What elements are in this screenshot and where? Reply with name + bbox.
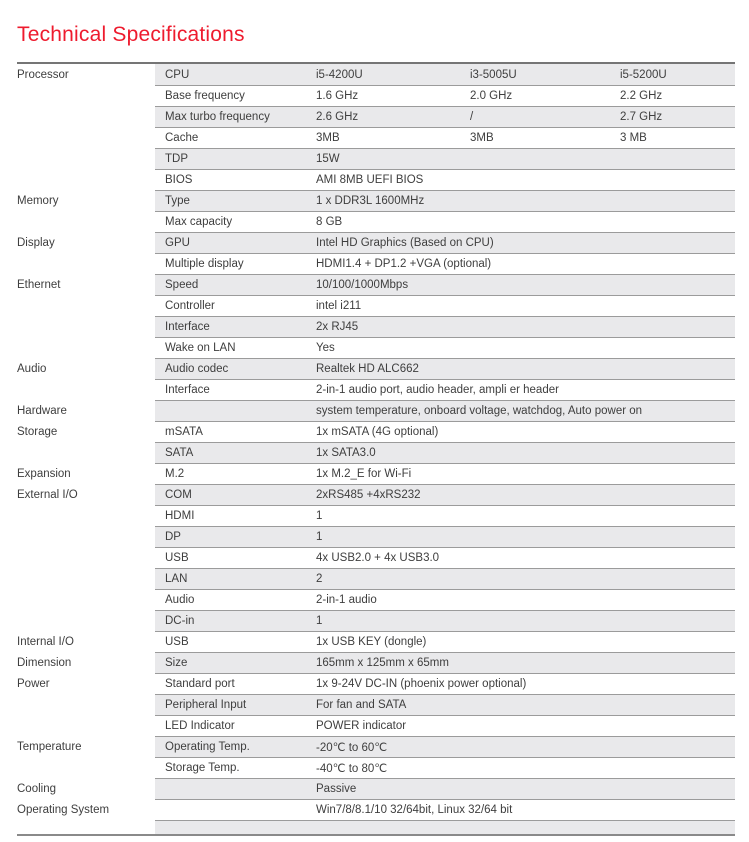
row-band (155, 316, 735, 337)
category-label: Dimension (17, 652, 155, 673)
table-row (17, 232, 735, 253)
value-cells (316, 464, 735, 484)
category-label: Hardware (17, 400, 155, 421)
category-label (17, 820, 155, 834)
value-cells (316, 275, 735, 295)
table-row (17, 148, 735, 169)
row-band (155, 400, 735, 421)
value-cells (316, 506, 735, 526)
row-band (155, 778, 735, 799)
value-cells (316, 527, 735, 547)
attribute-cell: Cache (165, 132, 199, 144)
row-band (155, 85, 735, 106)
attribute-cell: Type (165, 195, 190, 207)
table-row (17, 673, 735, 694)
value-cells (316, 590, 735, 610)
row-band (155, 673, 735, 694)
row-band (155, 757, 735, 778)
row-band (155, 64, 735, 85)
row-band (155, 421, 735, 442)
attribute-cell: DC-in (165, 615, 195, 627)
attribute-cell (155, 800, 316, 820)
row-band (155, 127, 735, 148)
row-band (155, 526, 735, 547)
category-label: Audio (17, 358, 155, 379)
value-cell: 1x SATA3.0 (316, 447, 376, 459)
table-row (17, 799, 735, 820)
value-cell: 1 x DDR3L 1600MHz (316, 195, 425, 207)
value-cells (316, 716, 735, 736)
category-label (17, 547, 155, 568)
table-row (17, 757, 735, 778)
value-cell: 10/100/1000Mbps (316, 279, 409, 291)
attribute-cell: CPU (165, 68, 190, 81)
attribute-cell: Peripheral Input (165, 699, 247, 711)
category-label: Storage (17, 421, 155, 442)
category-label: Temperature (17, 736, 155, 757)
value-cells (316, 212, 735, 232)
value-cell: For fan and SATA (316, 699, 407, 711)
value-cell: Realtek HD ALC662 (316, 363, 419, 375)
row-band (155, 694, 735, 715)
attribute-cell: BIOS (165, 174, 193, 186)
row-band (155, 463, 735, 484)
value-cells (316, 64, 735, 85)
table-row (17, 736, 735, 757)
category-label: Power (17, 673, 155, 694)
category-label (17, 610, 155, 631)
value-cells (316, 779, 735, 799)
attribute-cell: Wake on LAN (165, 342, 236, 354)
attribute-cell: Operating Temp. (165, 741, 250, 753)
category-label: Cooling (17, 778, 155, 799)
table-row (17, 85, 735, 106)
table-row (17, 64, 735, 85)
row-band (155, 799, 735, 820)
value-cells (316, 107, 735, 127)
attribute-cell: USB (165, 552, 189, 564)
row-band (155, 295, 735, 316)
category-label: Operating System (17, 799, 155, 820)
value-cell: Win7/8/8.1/10 32/64bit, Linux 32/64 bit (316, 804, 513, 816)
table-row (17, 778, 735, 799)
value-cell: 2xRS485 +4xRS232 (316, 489, 421, 501)
table-row (17, 484, 735, 505)
row-band (155, 547, 735, 568)
attribute-cell: COM (165, 489, 192, 501)
table-row (17, 337, 735, 358)
value-cell: 4x USB2.0 + 4x USB3.0 (316, 552, 440, 564)
category-label (17, 253, 155, 274)
value-cell: 2.2 GHz (620, 90, 663, 102)
value-cells (316, 569, 735, 589)
category-label: Memory (17, 190, 155, 211)
value-cells (316, 674, 735, 694)
table-row (17, 169, 735, 190)
attribute-cell: USB (165, 636, 189, 648)
attribute-cell: Speed (165, 279, 199, 291)
table-row (17, 400, 735, 421)
table-row (17, 358, 735, 379)
row-band (155, 337, 735, 358)
table-row (17, 253, 735, 274)
category-label (17, 295, 155, 316)
attribute-cell (155, 779, 316, 799)
value-cells (316, 191, 735, 211)
category-label (17, 169, 155, 190)
page-title: Technical Specifications (17, 23, 245, 46)
value-cells (316, 86, 735, 106)
category-label (17, 106, 155, 127)
table-row (17, 379, 735, 400)
value-cells (316, 737, 735, 757)
category-label (17, 85, 155, 106)
table-row (17, 547, 735, 568)
attribute-cell: mSATA (165, 426, 203, 438)
value-cell: 1 (316, 531, 323, 543)
category-label (17, 442, 155, 463)
attribute-cell: Interface (165, 321, 210, 333)
attribute-cell: Controller (165, 300, 215, 312)
row-band (155, 148, 735, 169)
attribute-cell: TDP (165, 153, 188, 165)
row-band (155, 379, 735, 400)
value-cell: AMI 8MB UEFI BIOS (316, 174, 424, 186)
value-cell: Yes (316, 342, 335, 354)
attribute-cell: LAN (165, 573, 188, 585)
value-cell: 1x mSATA (4G optional) (316, 426, 439, 438)
table-row (17, 652, 735, 673)
table-row (17, 694, 735, 715)
value-cell: 1 (316, 615, 323, 627)
value-cells (316, 821, 735, 834)
row-band (155, 736, 735, 757)
value-cell: 1x 9-24V DC-IN (phoenix power optional) (316, 678, 527, 690)
category-label (17, 148, 155, 169)
value-cells (316, 380, 735, 400)
table-row (17, 631, 735, 652)
row-band (155, 505, 735, 526)
attribute-cell: Storage Temp. (165, 762, 240, 774)
attribute-cell: Standard port (165, 678, 235, 690)
attribute-cell (155, 401, 316, 421)
category-label (17, 757, 155, 778)
value-cell: 2.7 GHz (620, 111, 663, 123)
value-cells (316, 758, 735, 778)
value-cell: 1.6 GHz (316, 90, 359, 102)
table-row (17, 190, 735, 211)
value-cell: -20℃ to 60℃ (316, 742, 388, 754)
row-band (155, 253, 735, 274)
attribute-cell: DP (165, 531, 181, 543)
value-cell: 2x RJ45 (316, 321, 359, 333)
table-row (17, 127, 735, 148)
value-cells (316, 422, 735, 442)
category-label (17, 379, 155, 400)
row-band (155, 652, 735, 673)
value-cell: intel i211 (316, 300, 362, 312)
attribute-cell: Multiple display (165, 258, 244, 270)
attribute-cell: Interface (165, 384, 210, 396)
value-cells (316, 632, 735, 652)
table-row (17, 589, 735, 610)
value-cell: 165mm x 125mm x 65mm (316, 657, 449, 669)
value-cell: -40℃ to 80℃ (316, 763, 388, 775)
table-row (17, 421, 735, 442)
value-cells (316, 401, 735, 421)
table-row (17, 442, 735, 463)
attribute-cell (155, 821, 316, 834)
row-band (155, 442, 735, 463)
table-row (17, 715, 735, 736)
value-cells (316, 653, 735, 673)
category-label (17, 589, 155, 610)
value-cell: 3 MB (620, 132, 647, 144)
table-row (17, 295, 735, 316)
category-label (17, 526, 155, 547)
row-band (155, 274, 735, 295)
row-band (155, 589, 735, 610)
value-cells (316, 800, 735, 820)
value-cells (316, 443, 735, 463)
category-label: Ethernet (17, 274, 155, 295)
value-cell: 3MB (470, 132, 494, 144)
table-row (17, 316, 735, 337)
category-label (17, 337, 155, 358)
value-cell: 3MB (316, 132, 340, 144)
row-band (155, 484, 735, 505)
row-band (155, 232, 735, 253)
table-row (17, 274, 735, 295)
row-band (155, 715, 735, 736)
row-band (155, 169, 735, 190)
category-label: Processor (17, 64, 155, 85)
value-cell: 2.0 GHz (470, 90, 513, 102)
table-row (17, 505, 735, 526)
category-label (17, 694, 155, 715)
category-label: External I/O (17, 484, 155, 505)
table-row (17, 610, 735, 631)
table-row (17, 106, 735, 127)
table-row (17, 463, 735, 484)
value-cell: POWER indicator (316, 720, 407, 732)
row-band (155, 568, 735, 589)
table-row (17, 820, 735, 834)
value-cell: system temperature, onboard voltage, watchdog, Auto power on (316, 405, 643, 417)
value-cell: 2-in-1 audio port, audio header, ampli er header (316, 384, 559, 396)
value-cells (316, 548, 735, 568)
value-cell: Passive (316, 783, 357, 795)
attribute-cell: Audio (165, 594, 195, 606)
value-cell: 1x M.2_E for Wi-Fi (316, 468, 412, 480)
value-cells (316, 338, 735, 358)
table-row (17, 211, 735, 232)
attribute-cell: GPU (165, 237, 190, 249)
value-cell: 15W (316, 153, 340, 165)
spec-table (17, 62, 735, 836)
value-cells (316, 149, 735, 169)
category-label (17, 715, 155, 736)
value-cells (316, 611, 735, 631)
category-label: Internal I/O (17, 631, 155, 652)
attribute-cell: Base frequency (165, 90, 245, 102)
value-cell: Intel HD Graphics (Based on CPU) (316, 237, 494, 249)
value-cell: 1x USB KEY (dongle) (316, 636, 427, 648)
value-cells (316, 359, 735, 379)
value-cells (316, 695, 735, 715)
value-cell: HDMI1.4 + DP1.2 +VGA (optional) (316, 258, 492, 270)
category-label: Expansion (17, 463, 155, 484)
value-cell: 2.6 GHz (316, 111, 359, 123)
attribute-cell: M.2 (165, 468, 185, 480)
category-label (17, 505, 155, 526)
table-row (17, 526, 735, 547)
category-label (17, 127, 155, 148)
category-label: Display (17, 232, 155, 253)
value-cell: 8 GB (316, 216, 343, 228)
row-band (155, 211, 735, 232)
row-band (155, 820, 735, 834)
category-label (17, 211, 155, 232)
row-band (155, 190, 735, 211)
value-cell: 1 (316, 510, 323, 522)
value-cells (316, 485, 735, 505)
value-cells (316, 128, 735, 148)
value-cell: i5-4200U (316, 68, 363, 81)
category-label (17, 568, 155, 589)
value-cells (316, 170, 735, 190)
value-cell: i3-5005U (470, 68, 517, 81)
row-band (155, 631, 735, 652)
value-cell: / (470, 111, 474, 123)
value-cell: i5-5200U (620, 68, 667, 81)
row-band (155, 610, 735, 631)
value-cells (316, 296, 735, 316)
row-band (155, 106, 735, 127)
value-cells (316, 233, 735, 253)
value-cells (316, 317, 735, 337)
value-cell: 2-in-1 audio (316, 594, 377, 606)
attribute-cell: HDMI (165, 510, 195, 522)
attribute-cell: SATA (165, 447, 194, 459)
attribute-cell: Audio codec (165, 363, 229, 375)
value-cell: 2 (316, 573, 323, 585)
attribute-cell: Max capacity (165, 216, 233, 228)
attribute-cell: LED Indicator (165, 720, 235, 732)
row-band (155, 358, 735, 379)
value-cells (316, 254, 735, 274)
attribute-cell: Max turbo frequency (165, 111, 270, 123)
table-row (17, 568, 735, 589)
category-label (17, 316, 155, 337)
attribute-cell: Size (165, 657, 188, 669)
